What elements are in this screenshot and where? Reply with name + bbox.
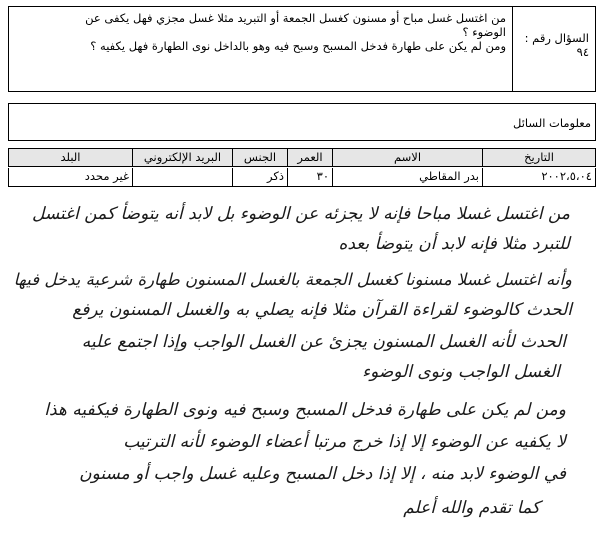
value-date: ٢٠٠٢،٥،٠٤ — [482, 168, 595, 186]
handwritten-answer — [0, 192, 600, 547]
answer-line: وأنه اغتسل غسلا مسنونا كغسل الجمعة بالغسل المسنون طهارة شرعية يدخل فيها — [13, 270, 572, 289]
column-name: الاسم — [332, 149, 482, 166]
value-sex: ذكر — [232, 168, 287, 186]
column-date: التاريخ — [482, 149, 595, 166]
asker-values-row — [8, 168, 596, 187]
answer-line: للتبرد مثلا فإنه لابد أن يتوضأ بعده — [338, 234, 570, 254]
question-number-label: السؤال رقم : — [524, 31, 589, 45]
question-line: ومن لم يكن على طهارة فدخل المسبح وسبح فيه وهو بالداخل نوى الطهارة فهل يكفيه ؟ — [90, 39, 506, 53]
answer-line: الحدث كالوضوء لقراءة القرآن مثلا فإنه يصلي به والغسل المسنون يرفع — [72, 300, 572, 320]
answer-line: لا يكفيه عن الوضوء إلا إذا خرج مرتبا أعضاء الوضوء لأنه الترتيب — [123, 432, 566, 452]
asker-columns-row — [8, 148, 596, 167]
question-table — [8, 6, 596, 92]
question-line: من اغتسل غسل مباح أو مسنون كغسل الجمعة أو التبريد مثلا غسل مجزي فهل يكفى عن — [85, 11, 506, 25]
answer-line: كما تقدم والله أعلم — [403, 498, 540, 518]
column-country: البلد — [60, 150, 81, 164]
question-text — [9, 7, 513, 91]
column-age: العمر — [287, 149, 332, 166]
column-sex: الجنس — [232, 149, 287, 166]
question-number — [513, 7, 595, 91]
asker-info-header — [8, 103, 596, 141]
answer-line: ومن لم يكن على طهارة فدخل المسبح وسبح فيه ونوى الطهارة فيكفيه هذا — [44, 400, 566, 420]
value-age: ٣٠ — [287, 168, 332, 186]
question-line: الوضوء ؟ — [462, 25, 506, 39]
answer-line: في الوضوء لابد منه ، إلا إذا دخل المسبح وعليه غسل واجب أو مسنون — [79, 464, 566, 484]
value-email — [132, 168, 232, 186]
question-number-value: ٩٤ — [576, 45, 589, 59]
answer-line: الحدث لأنه الغسل المسنون يجزئ عن الغسل الواجب وإذا اجتمع عليه — [81, 332, 566, 352]
value-name: بدر المقاطي — [332, 168, 482, 186]
answer-line: من اغتسل غسلا مباحا فإنه لا يجزئه عن الوضوء بل لابد أنه يتوضأ كمن اغتسل — [32, 204, 570, 224]
asker-info-label: معلومات السائل — [513, 116, 591, 130]
column-email: البريد الإلكتروني — [132, 149, 232, 166]
answer-line: الغسل الواجب ونوى الوضوء — [362, 362, 560, 382]
value-country: غير محدد — [84, 169, 129, 183]
